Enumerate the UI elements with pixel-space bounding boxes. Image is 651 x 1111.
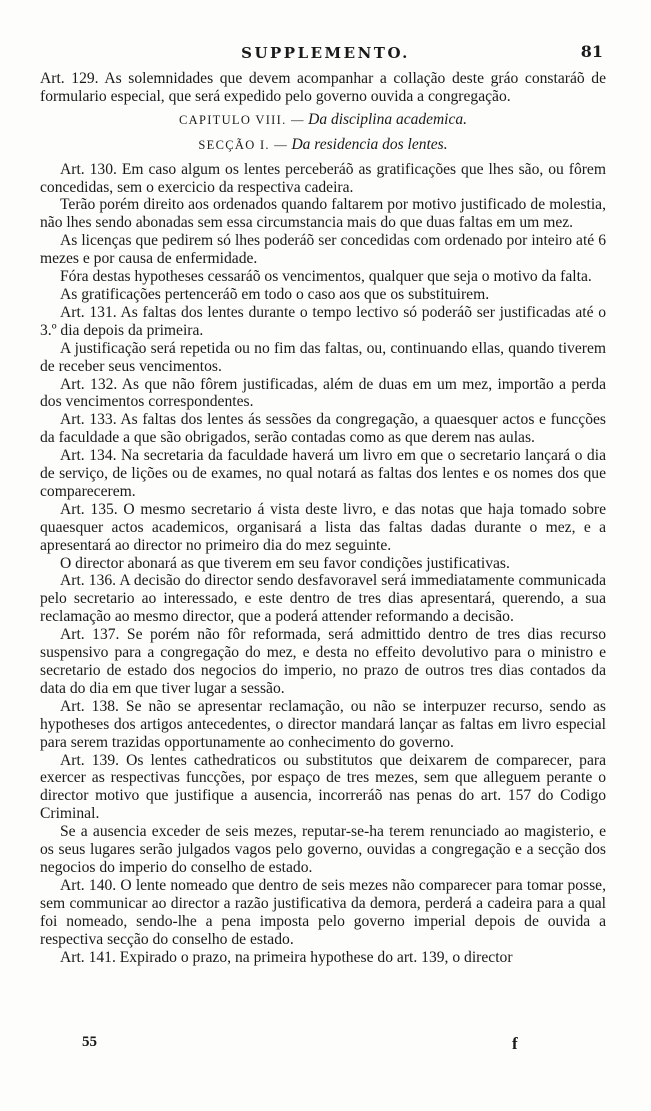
paragraph-art-141: Art. 141. Expirado o prazo, na primeira hypothese do art. 139, o director	[60, 948, 513, 966]
paragraph-art-129: Art. 129. As solemnidades que devem acompanhar a collação deste gráo constaráõ de formulario especial, que será expedido pelo governo ouvida a congregação.	[40, 70, 606, 105]
signature-mark: 55	[82, 1034, 97, 1050]
section-heading	[40, 136, 606, 155]
paragraph-art-130: Art. 130. Em caso algum os lentes perceberáõ as gratificações que lhes são, ou fôrem concedidas, sem o exercicio da respectiva cadeira.	[40, 160, 606, 196]
chapter-label: CAPITULO VIII. —	[178, 112, 305, 127]
paragraph: O director abonará as que tiverem em seu favor condições justificativas.	[60, 554, 510, 572]
paragraph: A justificação será repetida ou no fim das faltas, ou, continuando ellas, quando tiverem de receber seus vencimentos.	[40, 339, 606, 375]
paragraph-art-136: Art. 136. A decisão do director sendo desfavoravel será immediatamente communicada pelo secretario ao interessado, e este dentro de tres dias apresentará, querendo, a sua reclamação ao mesmo director, que a poderá attender reformando a decisão.	[40, 572, 606, 626]
paragraph-art-132: Art. 132. As que não fôrem justificadas, além de duas em um mez, importão a perda dos vencimentos correspondentes.	[40, 375, 606, 411]
paragraph-art-133: Art. 133. As faltas dos lentes ás sessões da congregação, a quaesquer actos e funcções da faculdade a que são obrigados, serão contadas como as que derem nas aulas.	[40, 411, 606, 447]
paragraph: Fóra destas hypotheses cessaráõ os vencimentos, qualquer que seja o motivo da falta.	[60, 268, 592, 286]
paragraph-art-134: Art. 134. Na secretaria da faculdade haverá um livro em que o secretario lançará o dia de serviço, de lições ou de exames, no qual notará as faltas dos lentes e os nomes dos que comparecerem.	[40, 447, 606, 500]
section-label: SECÇÃO I. —	[198, 137, 289, 152]
body-text	[40, 70, 606, 966]
paragraph-art-138: Art. 138. Se não se apresentar reclamação, ou não se interpuzer recurso, sendo as hypotheses dos artigos antecedentes, o director mandará lançar as faltas em livro especial para serem trazidas opportunamente ao conhecimento do governo.	[40, 697, 606, 751]
paragraph-art-139: Art. 139. Os lentes cathedraticos ou substitutos que deixarem de comparecer, para exercer as respectivas funcções, por espaço de tres mezes, sem que alleguem perante o director motivo que justifique a ausencia, incorreráõ nas penas do art. 157 do Codigo Criminal.	[40, 751, 606, 823]
chapter-heading	[40, 111, 606, 130]
chapter-title: Da disciplina academica.	[308, 110, 467, 128]
running-title: SUPPLEMENTO.	[241, 44, 410, 62]
footer-mark: f	[512, 1034, 518, 1053]
paragraph: Se a ausencia exceder de seis mezes, reputar-se-ha terem renunciado ao magisterio, e os seus lugares serão julgados vagos pelo governo, ouvidas a congregação e a secção dos negocios do imperio do conselho de estado.	[40, 823, 606, 876]
section-title: Da residencia dos lentes.	[291, 135, 448, 153]
paragraph: Terão porém direito aos ordenados quando faltarem por motivo justificado de molestia, não lhes sendo abonadas sem essa circumstancia mais do que duas faltas em um mez.	[40, 196, 606, 232]
paragraph: As gratificações pertenceráõ em todo o caso aos que os substituirem.	[60, 285, 490, 303]
paragraph-art-137: Art. 137. Se porém não fôr reformada, será admittido dentro de tres dias recurso suspensivo para a congregação do mez, e desta no effeito devolutivo para o ministro e secretario de estado dos negocios do imperio, no prazo de outros tres dias contados da data do dia em que tiver lugar a sessão.	[40, 626, 606, 697]
page-header	[0, 44, 651, 68]
paragraph-art-131: Art. 131. As faltas dos lentes durante o tempo lectivo só poderáõ ser justificadas até o 3.º dia depois da primeira.	[40, 303, 606, 339]
page-number: 81	[580, 42, 603, 61]
paragraph: As licenças que pedirem só lhes poderáõ ser concedidas com ordenado por inteiro até 6 mezes e por causa de enfermidade.	[40, 232, 606, 268]
paragraph-art-140: Art. 140. O lente nomeado que dentro de seis mezes não comparecer para tomar posse, sem communicar ao director a razão justificativa da demora, perderá a cadeira para a qual foi nomeado, sendo-lhe a pena imposta pelo governo imperial depois de ouvida a respectiva secção do conselho de estado.	[40, 876, 606, 948]
paragraph-art-135: Art. 135. O mesmo secretario á vista deste livro, e das notas que haja tomado sobre quaesquer actos academicos, organisará a lista das faltas dadas durante o mez, e a apresentará ao director no primeiro dia do mez seguinte.	[40, 500, 606, 554]
